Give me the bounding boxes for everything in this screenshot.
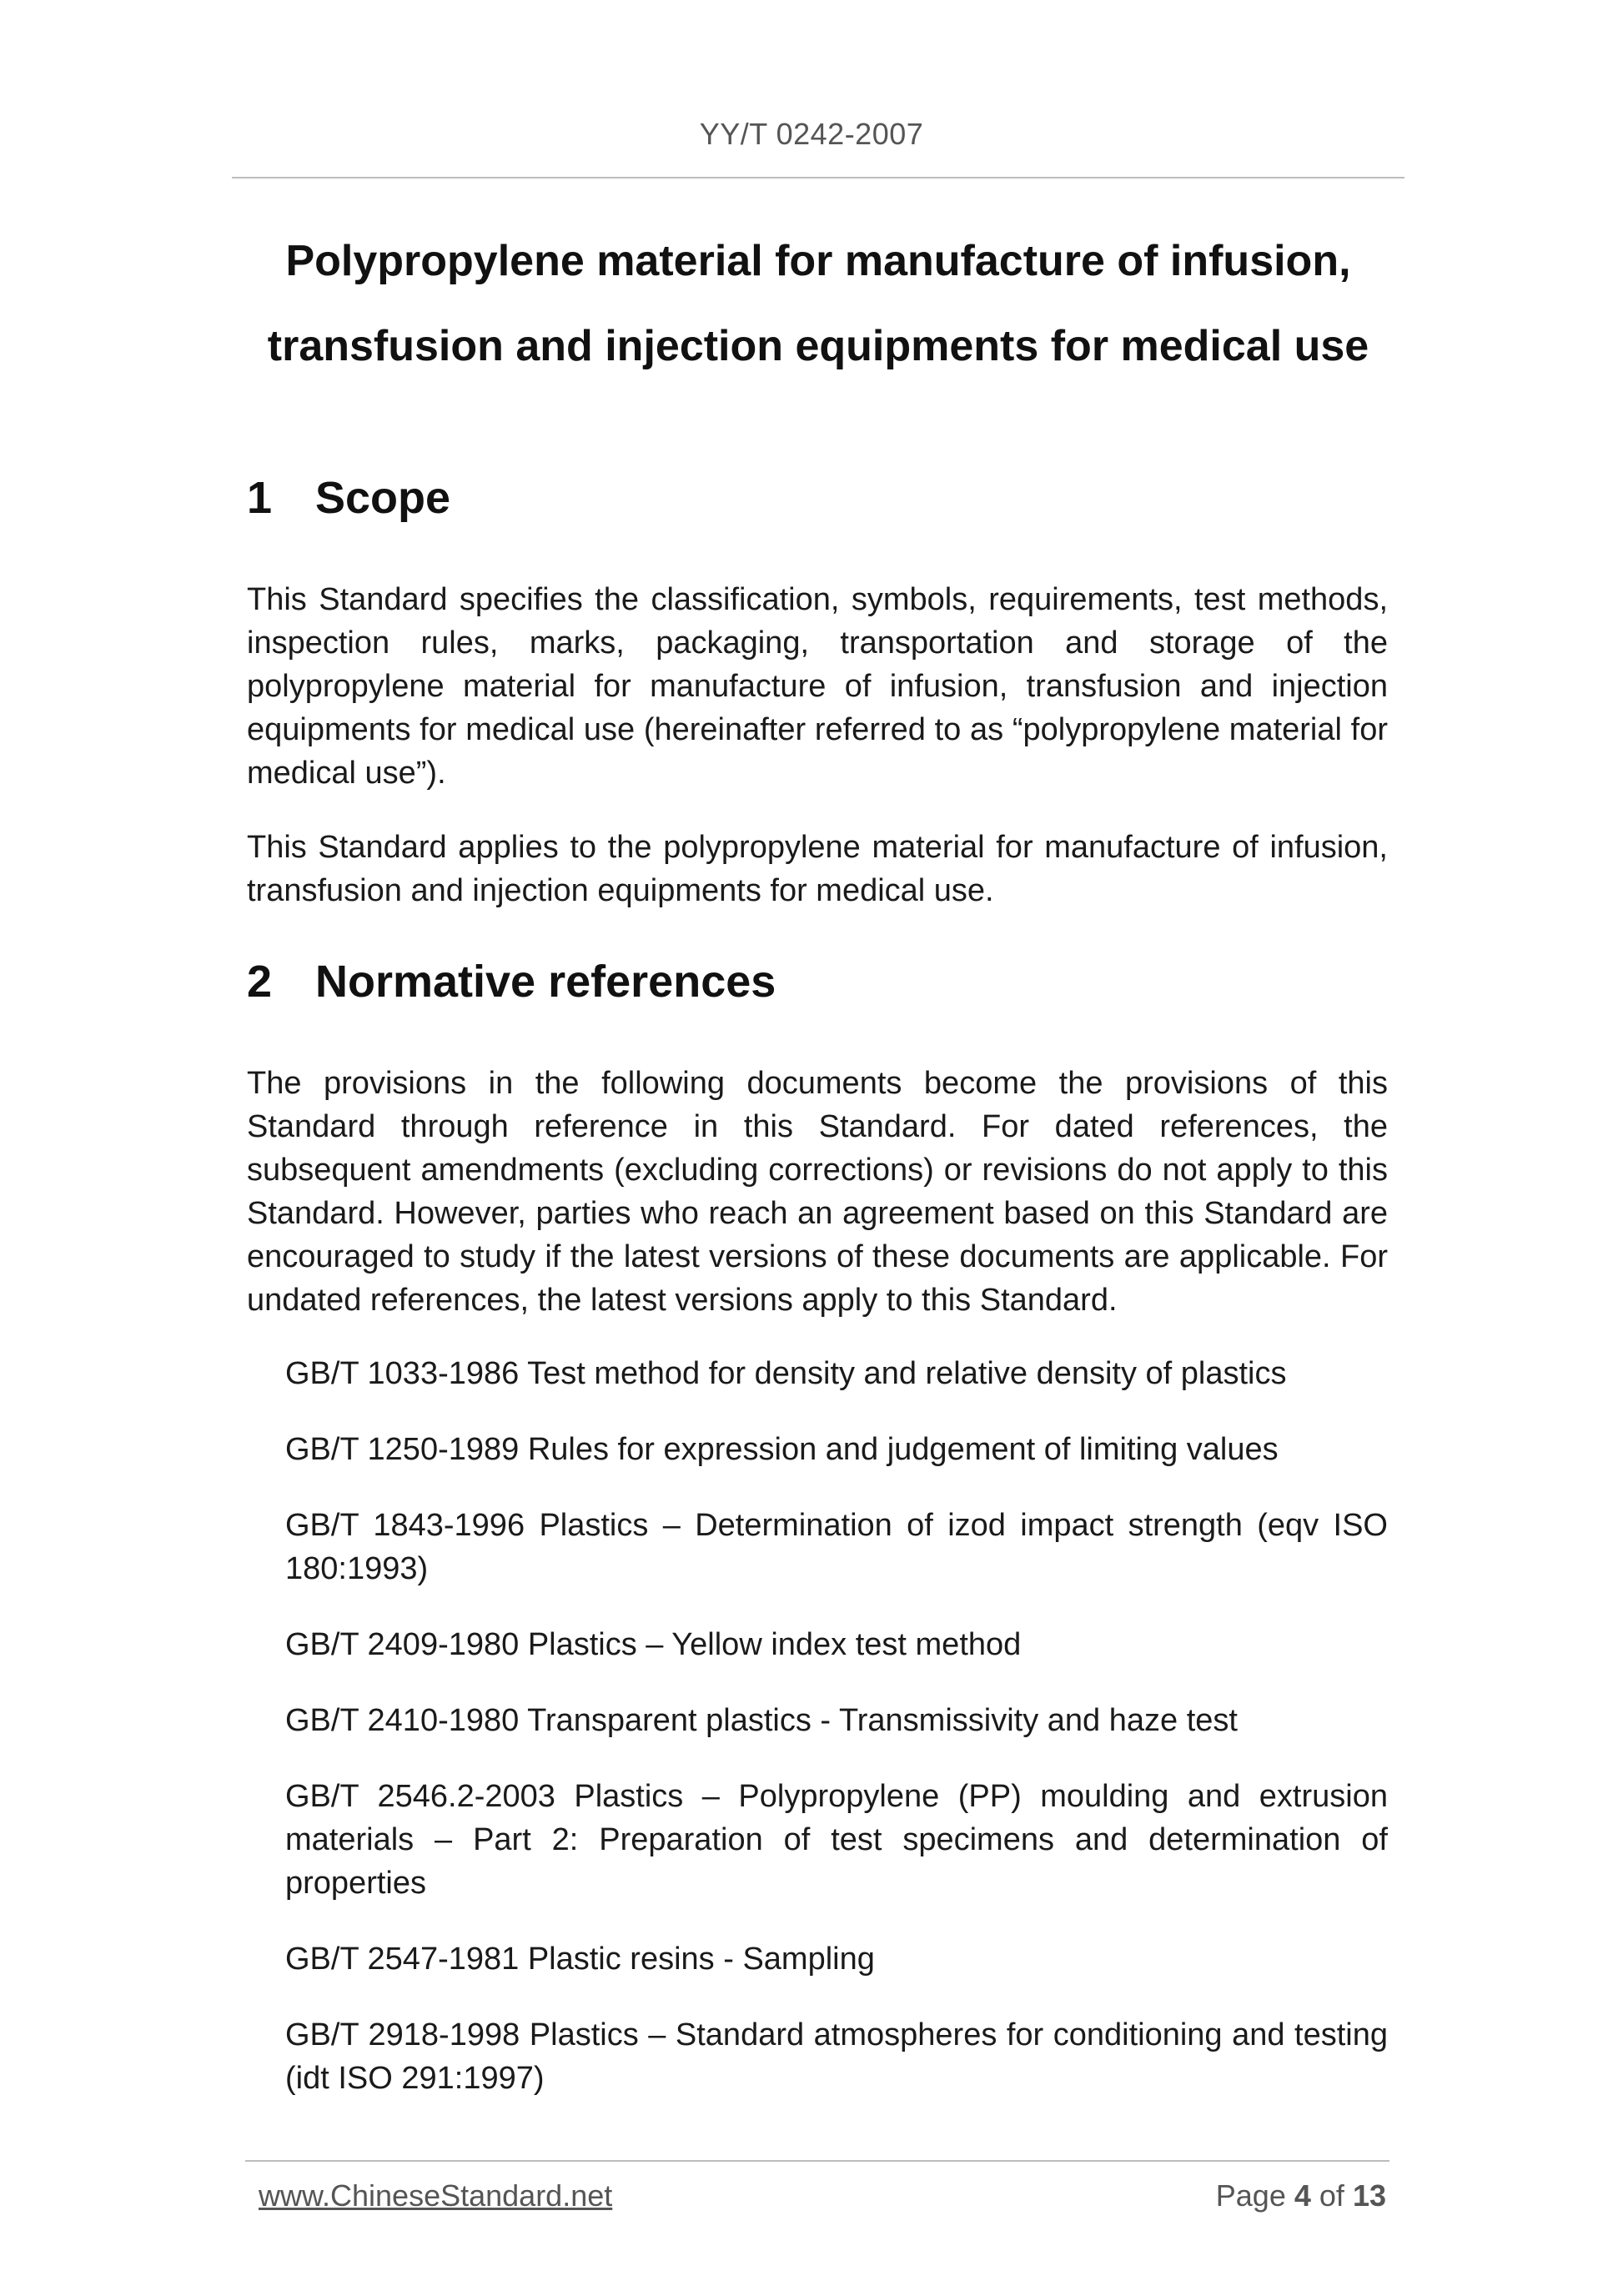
section-title: Scope [315,473,451,523]
scope-paragraph-2: This Standard applies to the polypropylene material for manufacture of infusion, transfusion and injection equipments for medical use. [247,830,1388,908]
website-link[interactable]: www.ChineseStandard.net [259,2178,613,2213]
page-indicator [1216,2178,1386,2213]
document-code-header: YY/T 0242-2007 [699,117,924,151]
section-number: 2 [247,957,273,1007]
section-title: Normative references [315,957,776,1007]
reference-item: GB/T 2547-1981 Plastic resins - Sampling [285,1942,875,1977]
page-of-label: of [1319,2178,1344,2213]
reference-item: GB/T 2409-1980 Plastics – Yellow index test method [285,1627,1022,1662]
reference-item: GB/T 1250-1989 Rules for expression and judgement of limiting values [285,1432,1279,1467]
reference-item: GB/T 2546.2-2003 Plastics – Polypropylene (PP) moulding and extrusion materials – Part 2: Preparation of test specimens and determination of properties [285,1779,1388,1901]
normative-references-intro: The provisions in the following documents become the provisions of this Standard through reference in this Standard. For dated references, the subsequent amendments (excluding corrections) or revisions do not apply to this Standard. However, parties who reach an agreement based on this Standard are encouraged to study if the latest versions of these documents are applicable. For undated references, the latest versions apply to this Standard. [247,1066,1388,1318]
current-page-number: 4 [1294,2178,1311,2213]
total-pages-number: 13 [1352,2178,1386,2213]
reference-item: GB/T 1033-1986 Test method for density and relative density of plastics [285,1356,1287,1391]
document-title [232,219,1404,389]
section-number: 1 [247,473,273,523]
page-label: Page [1215,2178,1286,2213]
reference-item: GB/T 2410-1980 Transparent plastics - Transmissivity and haze test [285,1703,1238,1738]
document-title-line-1: Polypropylene material for manufacture of infusion, [285,237,1351,285]
footer-divider [245,2160,1389,2162]
scope-paragraph-1: This Standard specifies the classification, symbols, requirements, test methods, inspection rules, marks, packaging, transportation and storage of the polypropylene material for manufacture of infusion, transfusion and injection equipments for medical use (hereinafter referred to as “polypropylene material for medical use”). [247,582,1388,791]
document-title-line-2: transfusion and injection equipments for medical use [267,322,1369,370]
reference-item: GB/T 2918-1998 Plastics – Standard atmospheres for conditioning and testing (idt ISO 291:1997) [285,2017,1388,2096]
section-heading-scope [247,472,450,524]
header-divider [232,177,1404,178]
reference-item: GB/T 1843-1996 Plastics – Determination of izod impact strength (eqv ISO 180:1993) [285,1508,1388,1586]
section-heading-normative-references [247,956,776,1007]
